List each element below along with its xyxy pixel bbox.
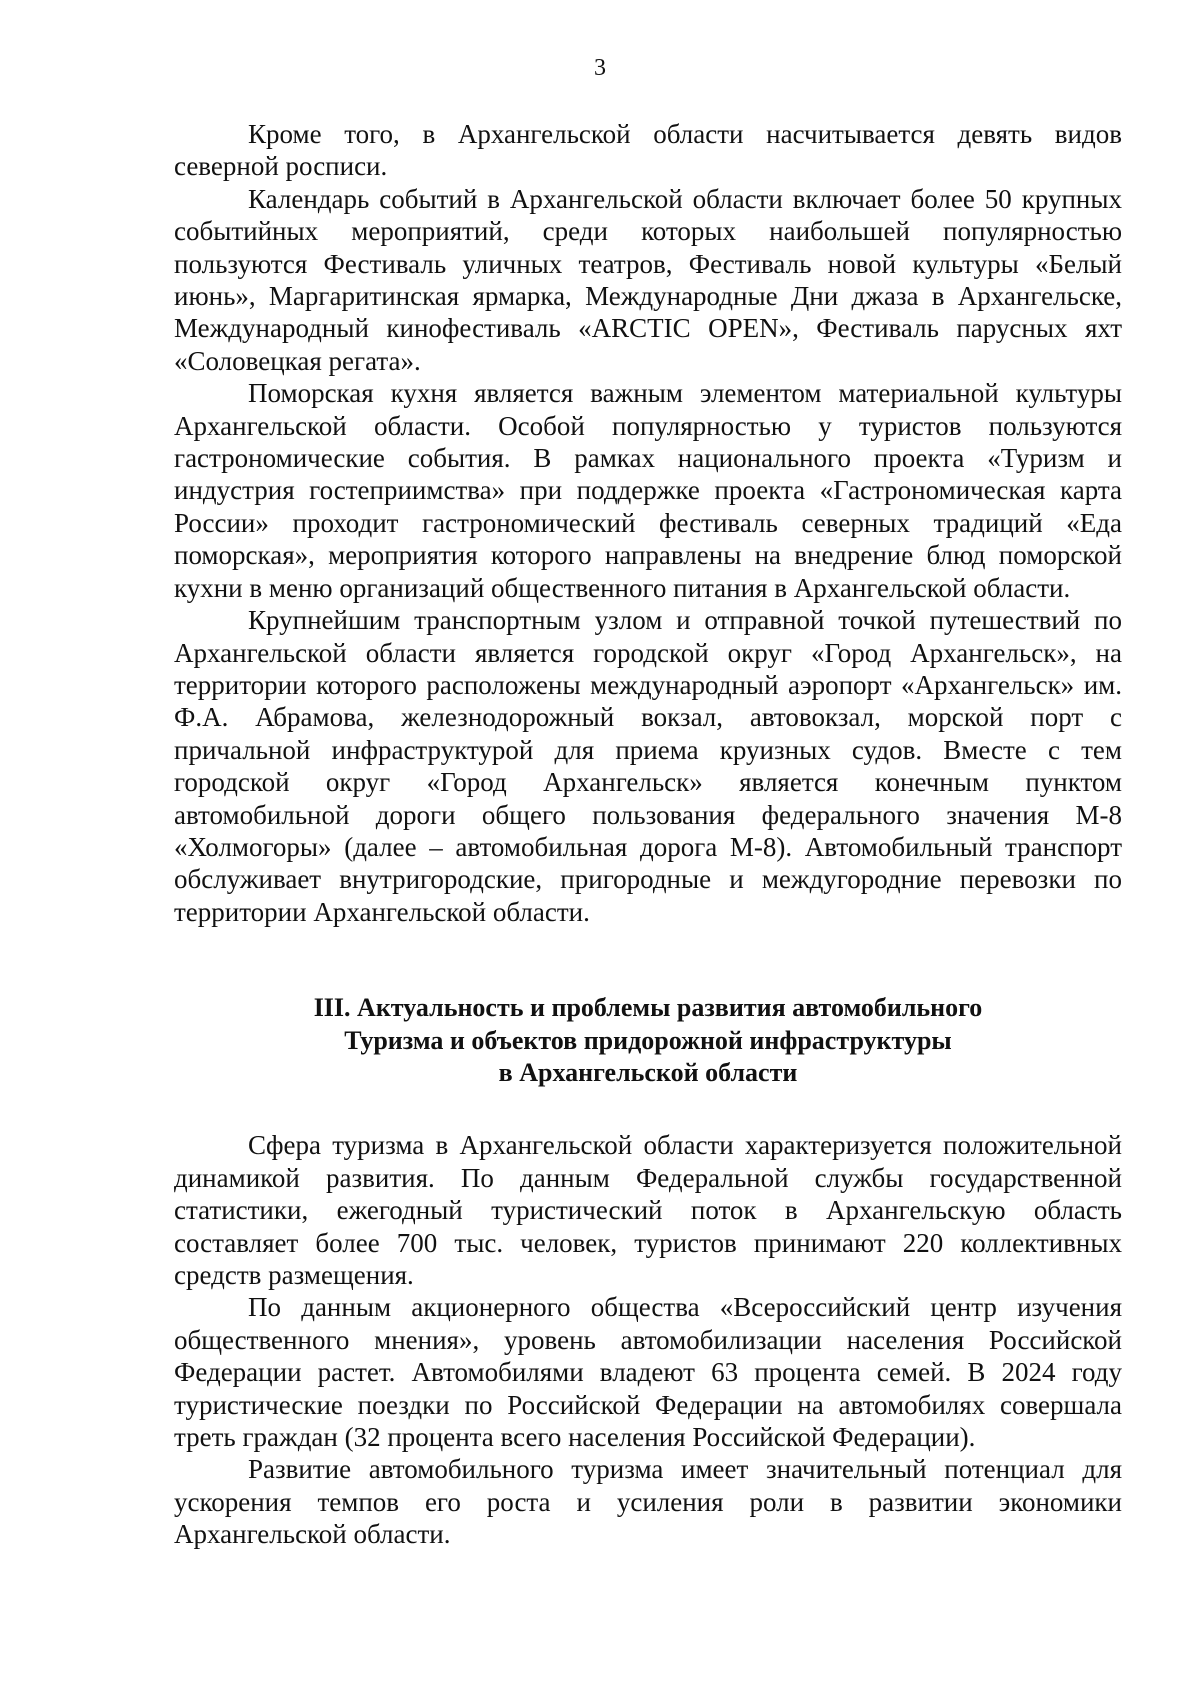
paragraph-auto-tourism-potential: Развитие автомобильного туризма имеет значительный потенциал для ускорения темпов его роста и усиления роли в развитии экономики Архангельской области.: [174, 1454, 1122, 1550]
paragraph-tourism-sphere: Сфера туризма в Архангельской области характеризуется положительной динамикой развития. По данным Федеральной службы государственной статистики, ежегодный туристический поток в Архангельскую область составляет более 700 тыс. человек, туристов принимают 220 коллективных средств размещения.: [174, 1130, 1122, 1290]
paragraph-pomor-cuisine: Поморская кухня является важным элементом материальной культуры Архангельской области. Особой популярностью у туристов пользуются гастрономические события. В рамках национального проекта «Туризм и индустрия гостеприимства» при поддержке проекта «Гастрономическая карта России» проходит гастрономический фестиваль северных традиций «Еда поморская», мероприятия которого направлены на внедрение блюд поморской кухни в меню организаций общественного питания в Архангельской области.: [174, 378, 1122, 603]
paragraph-transport-hub: Крупнейшим транспортным узлом и отправной точкой путешествий по Архангельской области является городской округ «Город Архангельск», на территории которого расположены международный аэропорт «Архангельск» им. Ф.А. Абрамова, железнодорожный вокзал, автовокзал, морской порт с причальной инфраструктурой для приема круизных судов. Вместе с тем городской округ «Город Архангельск» является конечным пунктом автомобильной дороги общего пользования федерального значения М-8 «Холмогоры» (далее – автомобильная дорога М-8). Автомобильный транспорт обслуживает внутригородские, пригородные и междугородние перевозки по территории Архангельской области.: [174, 605, 1122, 927]
paragraph-motorization: По данным акционерного общества «Всероссийский центр изучения общественного мнения», уровень автомобилизации населения Российской Федерации растет. Автомобилями владеют 63 процента семей. В 2024 году туристические поездки по Российской Федерации на автомобилях совершала треть граждан (32 процента всего населения Российской Федерации).: [174, 1292, 1122, 1453]
section-heading: [174, 992, 1122, 1089]
section-heading-line-1: III. Актуальность и проблемы развития автомобильного: [313, 993, 983, 1023]
section-heading-line-2: Туризма и объектов придорожной инфраструктуры: [344, 1025, 952, 1055]
paragraph-events-calendar: Календарь событий в Архангельской области включает более 50 крупных событийных мероприятий, среди которых наибольшей популярностью пользуются Фестиваль уличных театров, Фестиваль новой культуры «Белый июнь», Маргаритинская ярмарка, Международные Дни джаза в Архангельске, Международный кинофестиваль «ARCTIC OPEN», Фестиваль парусных яхт «Соловецкая регата».: [174, 183, 1122, 376]
paragraph-painting: Кроме того, в Архангельской области насчитывается девять видов северной росписи.: [174, 119, 1122, 182]
page-number: 3: [594, 55, 606, 81]
section-heading-line-3: в Архангельской области: [498, 1057, 798, 1087]
document-body: [174, 118, 1122, 1551]
